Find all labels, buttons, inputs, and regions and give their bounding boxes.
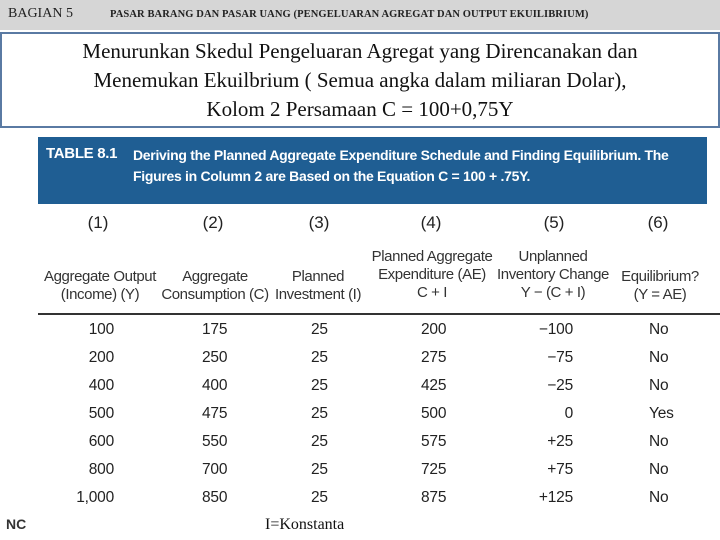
table-cell-r1-c3: 25 [311,321,328,338]
column-header-4-line-3: C + I [416,284,448,301]
table-cell-r2-c2: 250 [202,349,228,366]
table-cell-r6-c2: 700 [202,461,228,478]
table-cell-r3-c2: 400 [202,377,228,394]
column-header-1-line-2: (Income) (Y) [60,286,140,303]
table-cell-r4-c1: 500 [88,405,114,422]
column-header-1-line-1: Aggregate Output [43,268,157,285]
table-cell-r5-c2: 550 [202,433,228,450]
table-cell-r7-c6: No [649,489,669,506]
table-cell-r6-c5: +75 [547,461,573,478]
column-header-4-line-2: Expenditure (AE) [378,266,486,283]
footer-left-label: NC [6,516,27,532]
table-cell-r5-c3: 25 [311,433,328,450]
column-header-2-line-2: Consumption (C) [161,286,269,303]
table-cell-r1-c2: 175 [202,321,228,338]
table-caption: Deriving the Planned Aggregate Expenditure Schedule and Finding Equilibrium. The Figures in Column 2 are Based on the Equation C = 100 + .75Y. [133,147,669,184]
column-header-5-line-3: Y − (C + I) [520,284,586,301]
column-header-4 [370,248,494,302]
column-number-4: (4) [420,213,442,232]
table-cell-r1-c6: No [649,321,669,338]
column-header-6 [610,268,710,304]
top-bar [0,0,720,30]
table-cell-r2-c4: 275 [421,349,447,366]
table-cell-r2-c6: No [649,349,669,366]
column-header-2-line-1: Aggregate [182,268,248,285]
column-header-3 [268,268,368,304]
column-number-1: (1) [87,213,109,232]
table-cell-r5-c5: +25 [547,433,573,450]
column-number-2: (2) [202,213,224,232]
column-header-6-line-2: (Y = AE) [633,286,687,303]
table-cell-r4-c2: 475 [202,405,228,422]
chapter-title: PASAR BARANG DAN PASAR UANG (PENGELUARAN AGREGAT DAN OUTPUT EKUILIBRIUM) [110,9,589,20]
table-cell-r5-c4: 575 [421,433,447,450]
table-cell-r7-c4: 875 [421,489,447,506]
table-cell-r1-c1: 100 [88,321,114,338]
table-cell-r6-c6: No [649,461,669,478]
column-header-3-line-1: Planned [291,268,345,285]
table-tag: TABLE 8.1 [46,145,118,162]
column-header-4-line-1: Planned Aggregate [371,248,493,265]
table-cell-r2-c3: 25 [311,349,328,366]
table-cell-r7-c3: 25 [311,489,328,506]
table-cell-r3-c1: 400 [88,377,114,394]
column-header-5-line-2: Inventory Change [496,266,609,283]
column-header-5-line-1: Unplanned [518,248,588,265]
table-cell-r7-c2: 850 [202,489,228,506]
column-number-3: (3) [308,213,330,232]
table-cell-r5-c6: No [649,433,669,450]
column-header-5 [494,248,612,302]
column-header-1 [40,268,160,304]
table-cell-r4-c4: 500 [421,405,447,422]
table-cell-r3-c6: No [649,377,669,394]
table-cell-r6-c1: 800 [88,461,114,478]
column-header-3-line-2: Investment (I) [274,286,362,303]
table-divider-line [38,313,720,315]
table-cell-r2-c5: −75 [547,349,573,366]
table-cell-r4-c3: 25 [311,405,328,422]
table-header-banner [38,137,707,204]
table-cell-r4-c5: 0 [564,405,573,422]
table-cell-r6-c4: 725 [421,461,447,478]
table-cell-r4-c6: Yes [649,405,674,422]
column-number-5: (5) [543,213,565,232]
table-cell-r5-c1: 600 [88,433,114,450]
table-cell-r6-c3: 25 [311,461,328,478]
table-cell-r7-c5: +125 [538,489,573,506]
slide-title-line-1: Menurunkan Skedul Pengeluaran Agregat yang Direncanakan dan [82,39,638,63]
table-cell-r1-c4: 200 [421,321,447,338]
slide-title-line-3: Kolom 2 Persamaan C = 100+0,75Y [206,97,514,121]
table-cell-r1-c5: −100 [538,321,573,338]
column-number-6: (6) [647,213,669,232]
table-cell-r2-c1: 200 [88,349,114,366]
column-header-2 [155,268,275,304]
section-label: BAGIAN 5 [8,6,73,21]
table-cell-r7-c1: 1,000 [76,489,114,506]
table-cell-r3-c4: 425 [421,377,447,394]
slide-title-box [0,32,720,128]
column-header-6-line-1: Equilibrium? [621,268,699,285]
table-cell-r3-c3: 25 [311,377,328,394]
slide-title-line-2: Menemukan Ekuilbrium ( Semua angka dalam miliaran Dolar), [93,68,627,92]
footer-note: I=Konstanta [265,516,345,533]
table-cell-r3-c5: −25 [547,377,573,394]
